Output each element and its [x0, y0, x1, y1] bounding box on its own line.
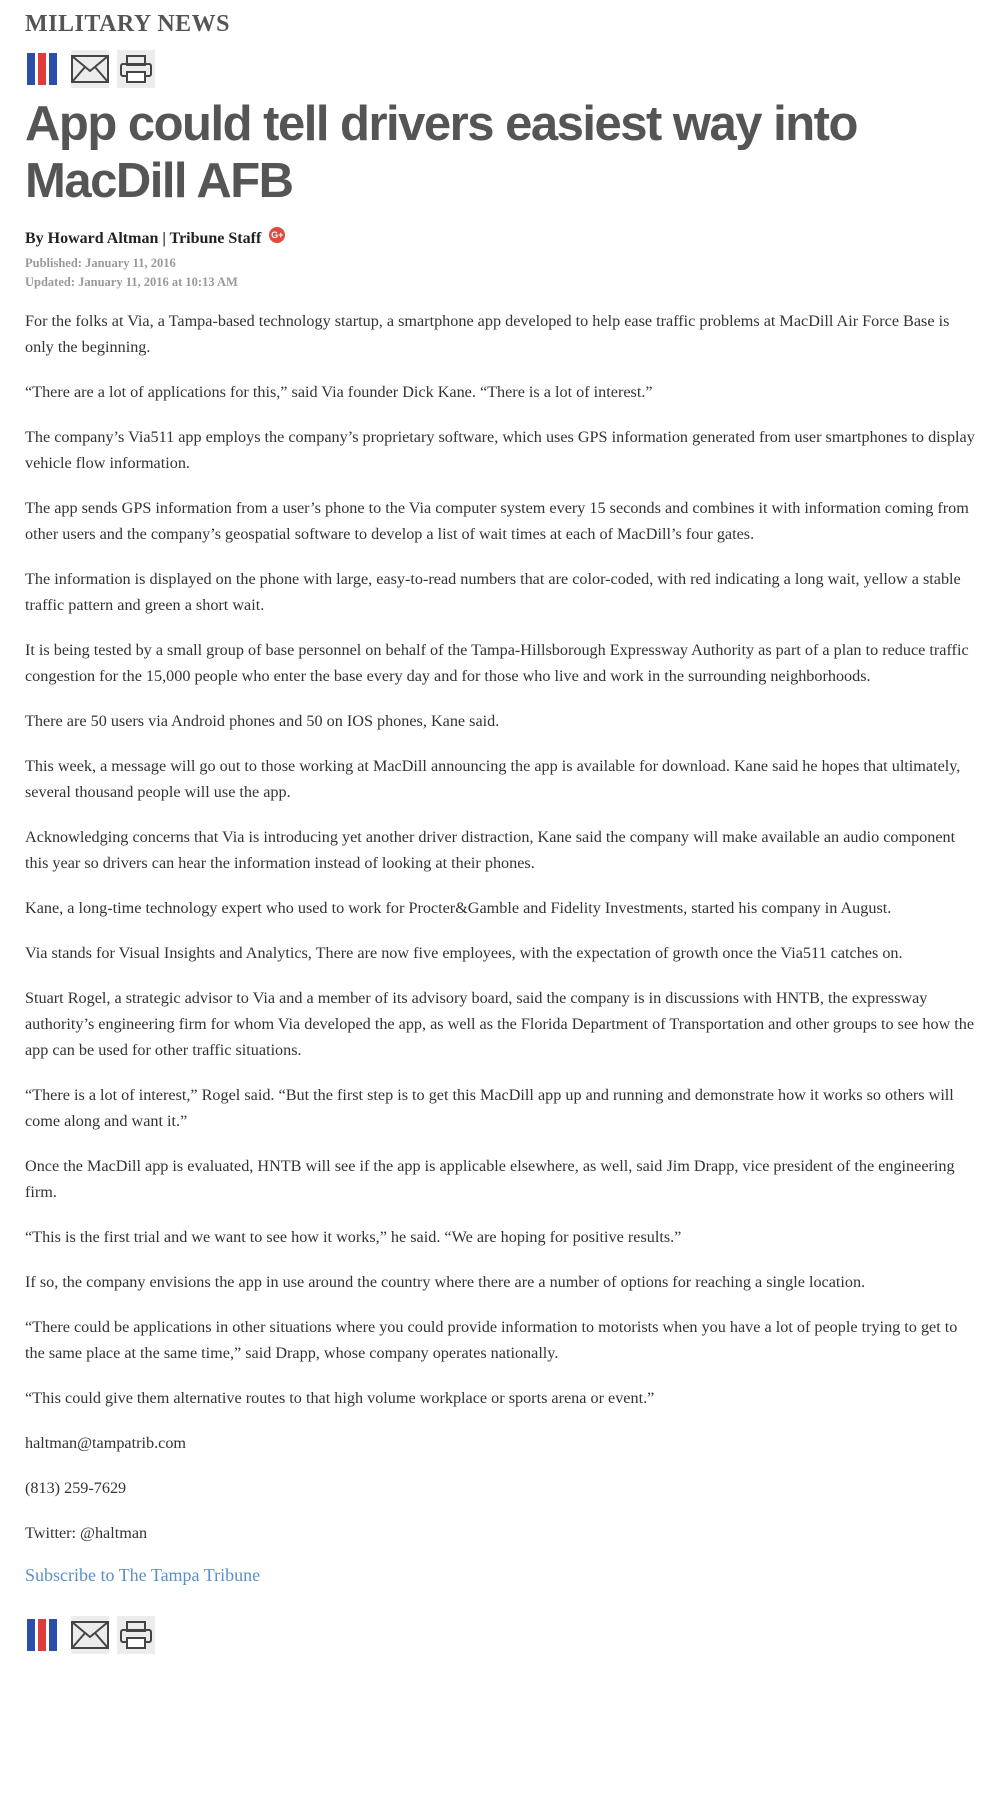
- share-button[interactable]: [25, 1616, 63, 1654]
- byline: [25, 230, 975, 248]
- updated-date: Updated: January 11, 2016 at 10:13 AM: [25, 275, 238, 289]
- google-plus-icon[interactable]: G+: [269, 227, 285, 243]
- paragraph: Stuart Rogel, a strategic advisor to Via and a member of its advisory board, said the company is in discussions with HNTB, the expressway authority’s engineering firm for whom Via developed the app, as well as the Florida Department of Transportation and other groups to see how the app can be used for other traffic situations.: [25, 989, 975, 1059]
- author-phone: (813) 259-7629: [25, 1479, 127, 1497]
- email-icon: [71, 1621, 109, 1649]
- paragraph: It is being tested by a small group of base personnel on behalf of the Tampa-Hillsborough Expressway Authority as part of a plan to reduce traffic congestion for the 15,000 people who enter the base every day and for those who live and work in the surrounding neighborhoods.: [25, 641, 969, 685]
- paragraph: “This is the first trial and we want to see how it works,” he said. “We are hoping for positive results.”: [25, 1228, 682, 1246]
- paragraph: Kane, a long-time technology expert who used to work for Procter&Gamble and Fidelity Investments, started his company in August.: [25, 899, 892, 917]
- paragraph: There are 50 users via Android phones and 50 on IOS phones, Kane said.: [25, 712, 500, 730]
- byline-text[interactable]: By Howard Altman | Tribune Staff: [25, 230, 262, 247]
- email-button[interactable]: [71, 50, 109, 88]
- share-bars-icon: [27, 53, 61, 85]
- share-bars-icon: [27, 1619, 61, 1651]
- print-button[interactable]: [117, 1616, 155, 1654]
- paragraph: Acknowledging concerns that Via is introducing yet another driver distraction, Kane said the company will make available an audio component this year so drivers can hear the information instead of looking at their phones.: [25, 828, 956, 872]
- article-headline: App could tell drivers easiest way into MacDill AFB: [25, 97, 857, 208]
- published-date: Published: January 11, 2016: [25, 256, 176, 270]
- author-twitter[interactable]: Twitter: @haltman: [25, 1524, 148, 1542]
- paragraph: “There are a lot of applications for this,” said Via founder Dick Kane. “There is a lot of interest.”: [25, 383, 653, 401]
- paragraph: The information is displayed on the phone with large, easy-to-read numbers that are color-coded, with red indicating a long wait, yellow a stable traffic pattern and green a short wait.: [25, 570, 961, 614]
- subscribe-link[interactable]: Subscribe to The Tampa Tribune: [25, 1565, 261, 1585]
- share-toolbar-bottom: [25, 1616, 975, 1654]
- article-body: [25, 308, 975, 1546]
- email-icon: [71, 55, 109, 83]
- paragraph: Via stands for Visual Insights and Analytics, There are now five employees, with the expectation of growth once the Via511 catches on.: [25, 944, 903, 962]
- paragraph: “This could give them alternative routes to that high volume workplace or sports arena or event.”: [25, 1389, 655, 1407]
- author-email[interactable]: haltman@tampatrib.com: [25, 1434, 186, 1452]
- paragraph: “There could be applications in other situations where you could provide information to motorists when you have a lot of people trying to get to the same place at the same time,” said Drapp, whose company operates nationally.: [25, 1318, 958, 1362]
- paragraph: If so, the company envisions the app in use around the country where there are a number of options for reaching a single location.: [25, 1273, 866, 1291]
- paragraph: For the folks at Via, a Tampa-based technology startup, a smartphone app developed to help ease traffic problems at MacDill Air Force Base is only the beginning.: [25, 312, 950, 356]
- paragraph: The app sends GPS information from a user’s phone to the Via computer system every 15 seconds and combines it with information coming from other users and the company’s geospatial software to develop a list of wait times at each of MacDill’s four gates.: [25, 499, 969, 543]
- paragraph: Once the MacDill app is evaluated, HNTB will see if the app is applicable elsewhere, as well, said Jim Drapp, vice president of the engineering firm.: [25, 1157, 955, 1201]
- email-button[interactable]: [71, 1616, 109, 1654]
- section-label[interactable]: MILITARY NEWS: [25, 11, 231, 37]
- share-button[interactable]: [25, 50, 63, 88]
- paragraph: “There is a lot of interest,” Rogel said. “But the first step is to get this MacDill app up and running and demonstrate how it works so others will come along and want it.”: [25, 1086, 954, 1130]
- paragraph: This week, a message will go out to those working at MacDill announcing the app is available for download. Kane said he hopes that ultimately, several thousand people will use the app.: [25, 757, 961, 801]
- print-button[interactable]: [117, 50, 155, 88]
- print-icon: [120, 55, 152, 83]
- paragraph: The company’s Via511 app employs the company’s proprietary software, which uses GPS information generated from user smartphones to display vehicle flow information.: [25, 428, 975, 472]
- share-toolbar-top: [25, 50, 975, 88]
- print-icon: [120, 1621, 152, 1649]
